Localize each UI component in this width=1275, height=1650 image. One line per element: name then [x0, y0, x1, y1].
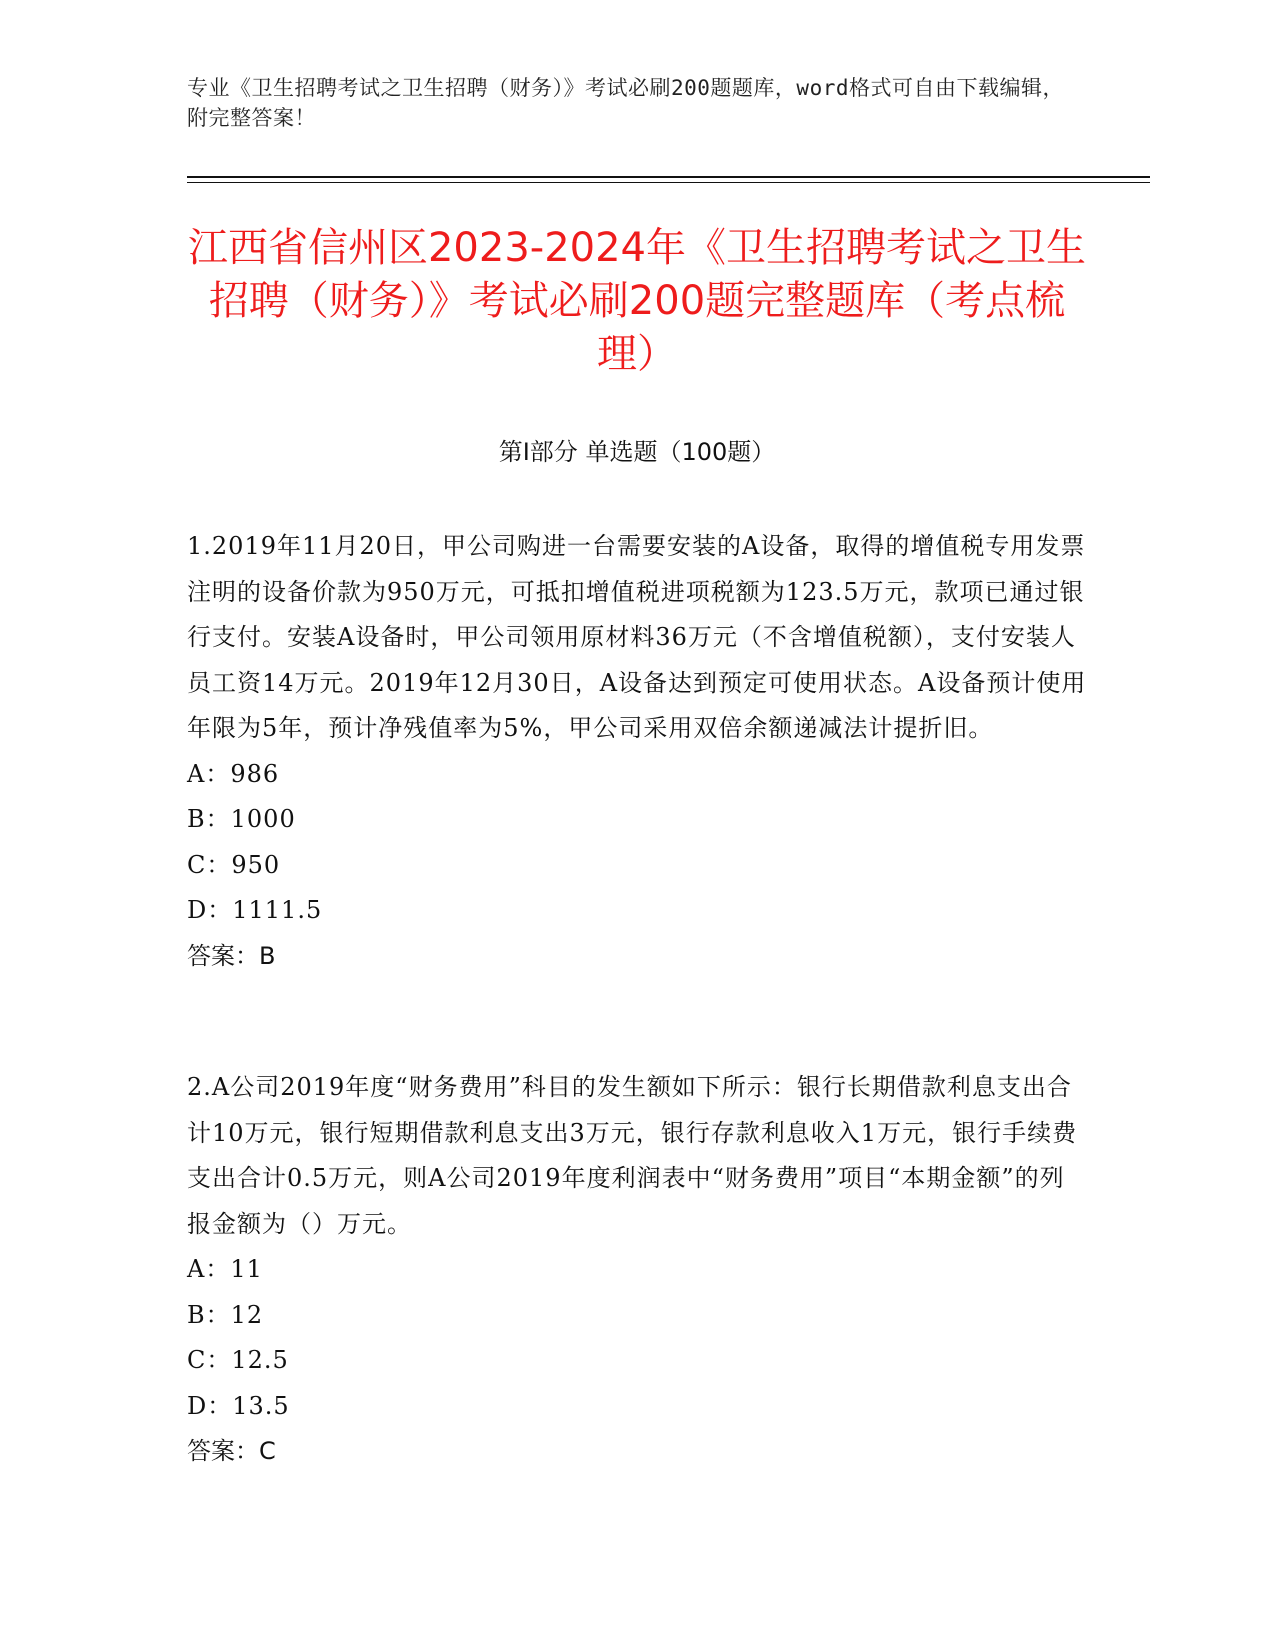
question-item — [187, 1065, 1087, 1475]
option-c: C：12.5 — [187, 1346, 289, 1374]
option-d: D：1111.5 — [187, 896, 323, 924]
question-stem: 1.2019年11月20日，甲公司购进一台需要安装的A设备，取得的增值税专用发票注明的设备价款为950万元，可抵扣增值税进项税额为123.5万元，款项已通过银行支付。安装A设备时，甲公司领用原材料36万元（不含增值税额），支付安装人员工资14万元。2019年12月30日，A设备达到预定可使用状态。A设备预计使用年限为5年，预计净残值率为5%，甲公司采用双倍余额递减法计提折旧。 — [187, 532, 1087, 742]
section-heading: 第Ⅰ部分 单选题（100题） — [498, 438, 776, 466]
option-c: C：950 — [187, 850, 281, 879]
option-d: D：13.5 — [187, 1391, 290, 1420]
document-title: 江西省信州区2023-2024年《卫生招聘考试之卫生招聘（财务）》考试必刷200题完整题库（考点梳理） — [187, 225, 1087, 377]
option-a: A：986 — [187, 759, 280, 788]
option-b: B：12 — [187, 1300, 264, 1329]
header-rule-thick — [187, 176, 1150, 178]
option-a: A：11 — [187, 1255, 263, 1283]
header-rule-thin — [187, 182, 1150, 183]
question-stem: 2.A公司2019年度“财务费用”科目的发生额如下所示：银行长期借款利息支出合计10万元，银行短期借款利息支出3万元，银行存款利息收入1万元，银行手续费支出合计0.5万元，则A公司2019年度利润表中“财务费用”项目“本期金额”的列报金额为（）万元。 — [187, 1073, 1078, 1238]
header-note: 专业《卫生招聘考试之卫生招聘（财务）》考试必刷200题题库，word格式可自由下载编辑，附完整答案！ — [187, 76, 1064, 130]
answer-line: 答案：C — [187, 1437, 276, 1465]
question-item — [187, 524, 1087, 979]
option-b: B：1000 — [187, 805, 296, 833]
answer-line: 答案：B — [187, 941, 276, 970]
